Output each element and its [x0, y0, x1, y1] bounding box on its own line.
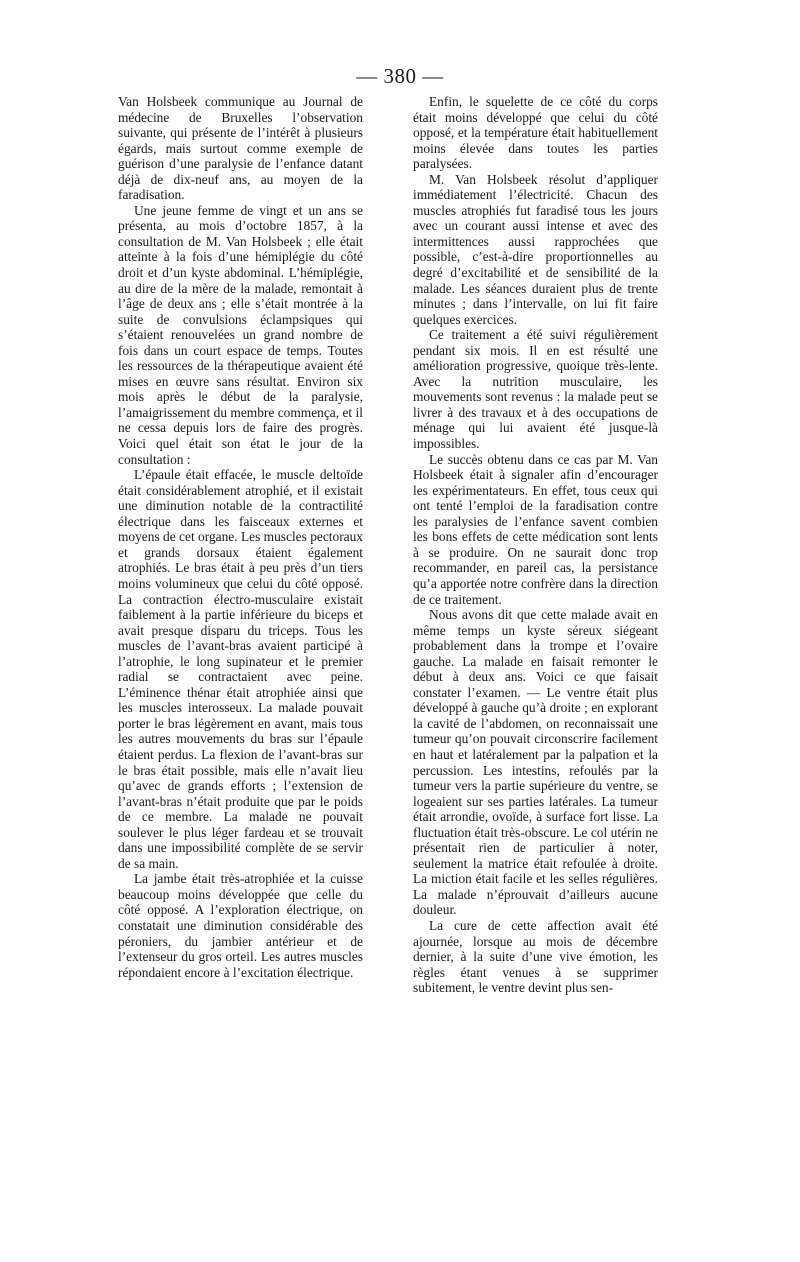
paragraph: La cure de cette affection avait été ajournée, lorsque au mois de décembre dernier, à la suite d’une vive émotion, les règles étant venues à se supprimer subitement, le ventre devint plus sen- [413, 917, 658, 996]
paragraph: M. Van Holsbeek résolut d’appliquer immédiatement l’électricité. Chacun des muscles atrophiés fut faradisé tous les jours avec un courant aussi intense et avec des intermittences aussi rapprochées que possible, c’est-à-dire proportionnelles au degré d’excitabilité et de sensibilité de la malade. Les séances duraient plus de trente minutes ; dans l’intervalle, on lui fit faire quelques exercices. [413, 171, 658, 327]
paragraph: Le succès obtenu dans ce cas par M. Van Holsbeek était à signaler afin d’encourager les expérimentateurs. En effet, tous ceux qui ont tenté l’emploi de la faradisation contre les paralysies de l’enfance savent combien les bons effets de cette médication sont lents à se produire. On ne saurait donc trop recommander, en pareil cas, la persistance qu’a apportée notre confrère dans la direction de ce traitement. [413, 451, 658, 607]
paragraph: Une jeune femme de vingt et un ans se présenta, au mois d’octobre 1857, à la consultation de M. Van Holsbeek ; elle était atteinte à la fois d’une hémiplégie du côté droit et d’un kyste abdominal. L’hémiplégie, au dire de la mère de la malade, remontait à l’âge de deux ans ; elle s’était montrée à la suite de convulsions éclampsiques qui s’étaient renouvelées un grand nombre de fois dans un court espace de temps. Toutes les ressources de la thérapeutique avaient été mises en œuvre sans résultat. Environ six mois après le début de la paralysie, l’amaigrissement du membre commença, et il ne cessa depuis lors de faire des progrès. Voici quel était son état le jour de la consultation : [118, 202, 363, 467]
paragraph: Ce traitement a été suivi régulièrement pendant six mois. Il en est résulté une amélioration progressive, quoique très-lente. Avec la nutrition musculaire, les mouvements sont revenus : la malade peut se livrer à des travaux et à des occupations de ménage qui lui avaient été jusque-là impossibles. [413, 327, 658, 452]
paragraph: La jambe était très-atrophiée et la cuisse beaucoup moins développée que celle du côté opposé. A l’exploration électrique, on constatait une diminution considérable des péroniers, du jambier antérieur et de l’extenseur du gros orteil. Les autres muscles répondaient encore à l’excitation électrique. [118, 871, 363, 980]
paragraph: Van Holsbeek communique au Journal de médecine de Bruxelles l’observation suivante, qui présente de l’intérêt à plusieurs égards, mais surtout comme exemple de guérison d’une paralysie de l’enfance datant déjà de dix-neuf ans, au moyen de la faradisation. [118, 94, 363, 203]
left-column [118, 94, 363, 980]
paragraph: Nous avons dit que cette malade avait en même temps un kyste séreux siégeant probablement dans la trompe et l’ovaire gauche. La malade en faisait remonter le début à deux ans. Voici ce que faisait constater l’examen. — Le ventre était plus développé à gauche qu’à droite ; en explorant la cavité de l’abdomen, on reconnaissait une tumeur qu’on pouvait circonscrire facilement en haut et latéralement par la palpation et la percussion. Les intestins, refoulés par la tumeur vers la partie supérieure du ventre, se logeaient sur ses parties latérales. La tumeur était arrondie, ovoïde, à surface fort lisse. La fluctuation était très-obscure. Le col utérin ne présentait rien de particulier à noter, seulement la matrice était refoulée à droite. La miction était facile et les selles régulières. La malade n’éprouvait d’ailleurs aucune douleur. [413, 607, 658, 918]
paragraph: Enfin, le squelette de ce côté du corps était moins développé que celui du côté opposé, et la température était habituellement moins élevée dans toutes les parties paralysées. [413, 94, 658, 172]
right-column [413, 94, 658, 996]
page-number: — 380 — [356, 64, 444, 88]
paragraph: L’épaule était effacée, le muscle deltoïde était considérablement atrophié, et il existait une diminution notable de la contractilité électrique dans les faisceaux externes et moyens de cet organe. Les muscles pectoraux et grands dorsaux étaient également atrophiés. Le bras était à peu près d’un tiers moins volumineux que celui du côté opposé. La contraction électro-musculaire existait faiblement à la partie inférieure du biceps et avait presque disparu du triceps. Tous les muscles de l’avant-bras avaient participé à l’atrophie, le long supinateur et le premier radial se contractaient avec peine. L’éminence thénar était atrophiée ainsi que les muscles interosseux. La malade pouvait porter le bras légèrement en avant, mais tous les autres mouvements du bras sur l’épaule étaient perdus. La flexion de l’avant-bras sur le bras était possible, mais elle n’avait lieu qu’avec de grands efforts ; l’extension de l’avant-bras n’était produite que par le poids de ce membre. La malade ne pouvait soulever le plus léger fardeau et se trouvait dans une impossibilité complète de se servir de sa main. [118, 467, 363, 871]
